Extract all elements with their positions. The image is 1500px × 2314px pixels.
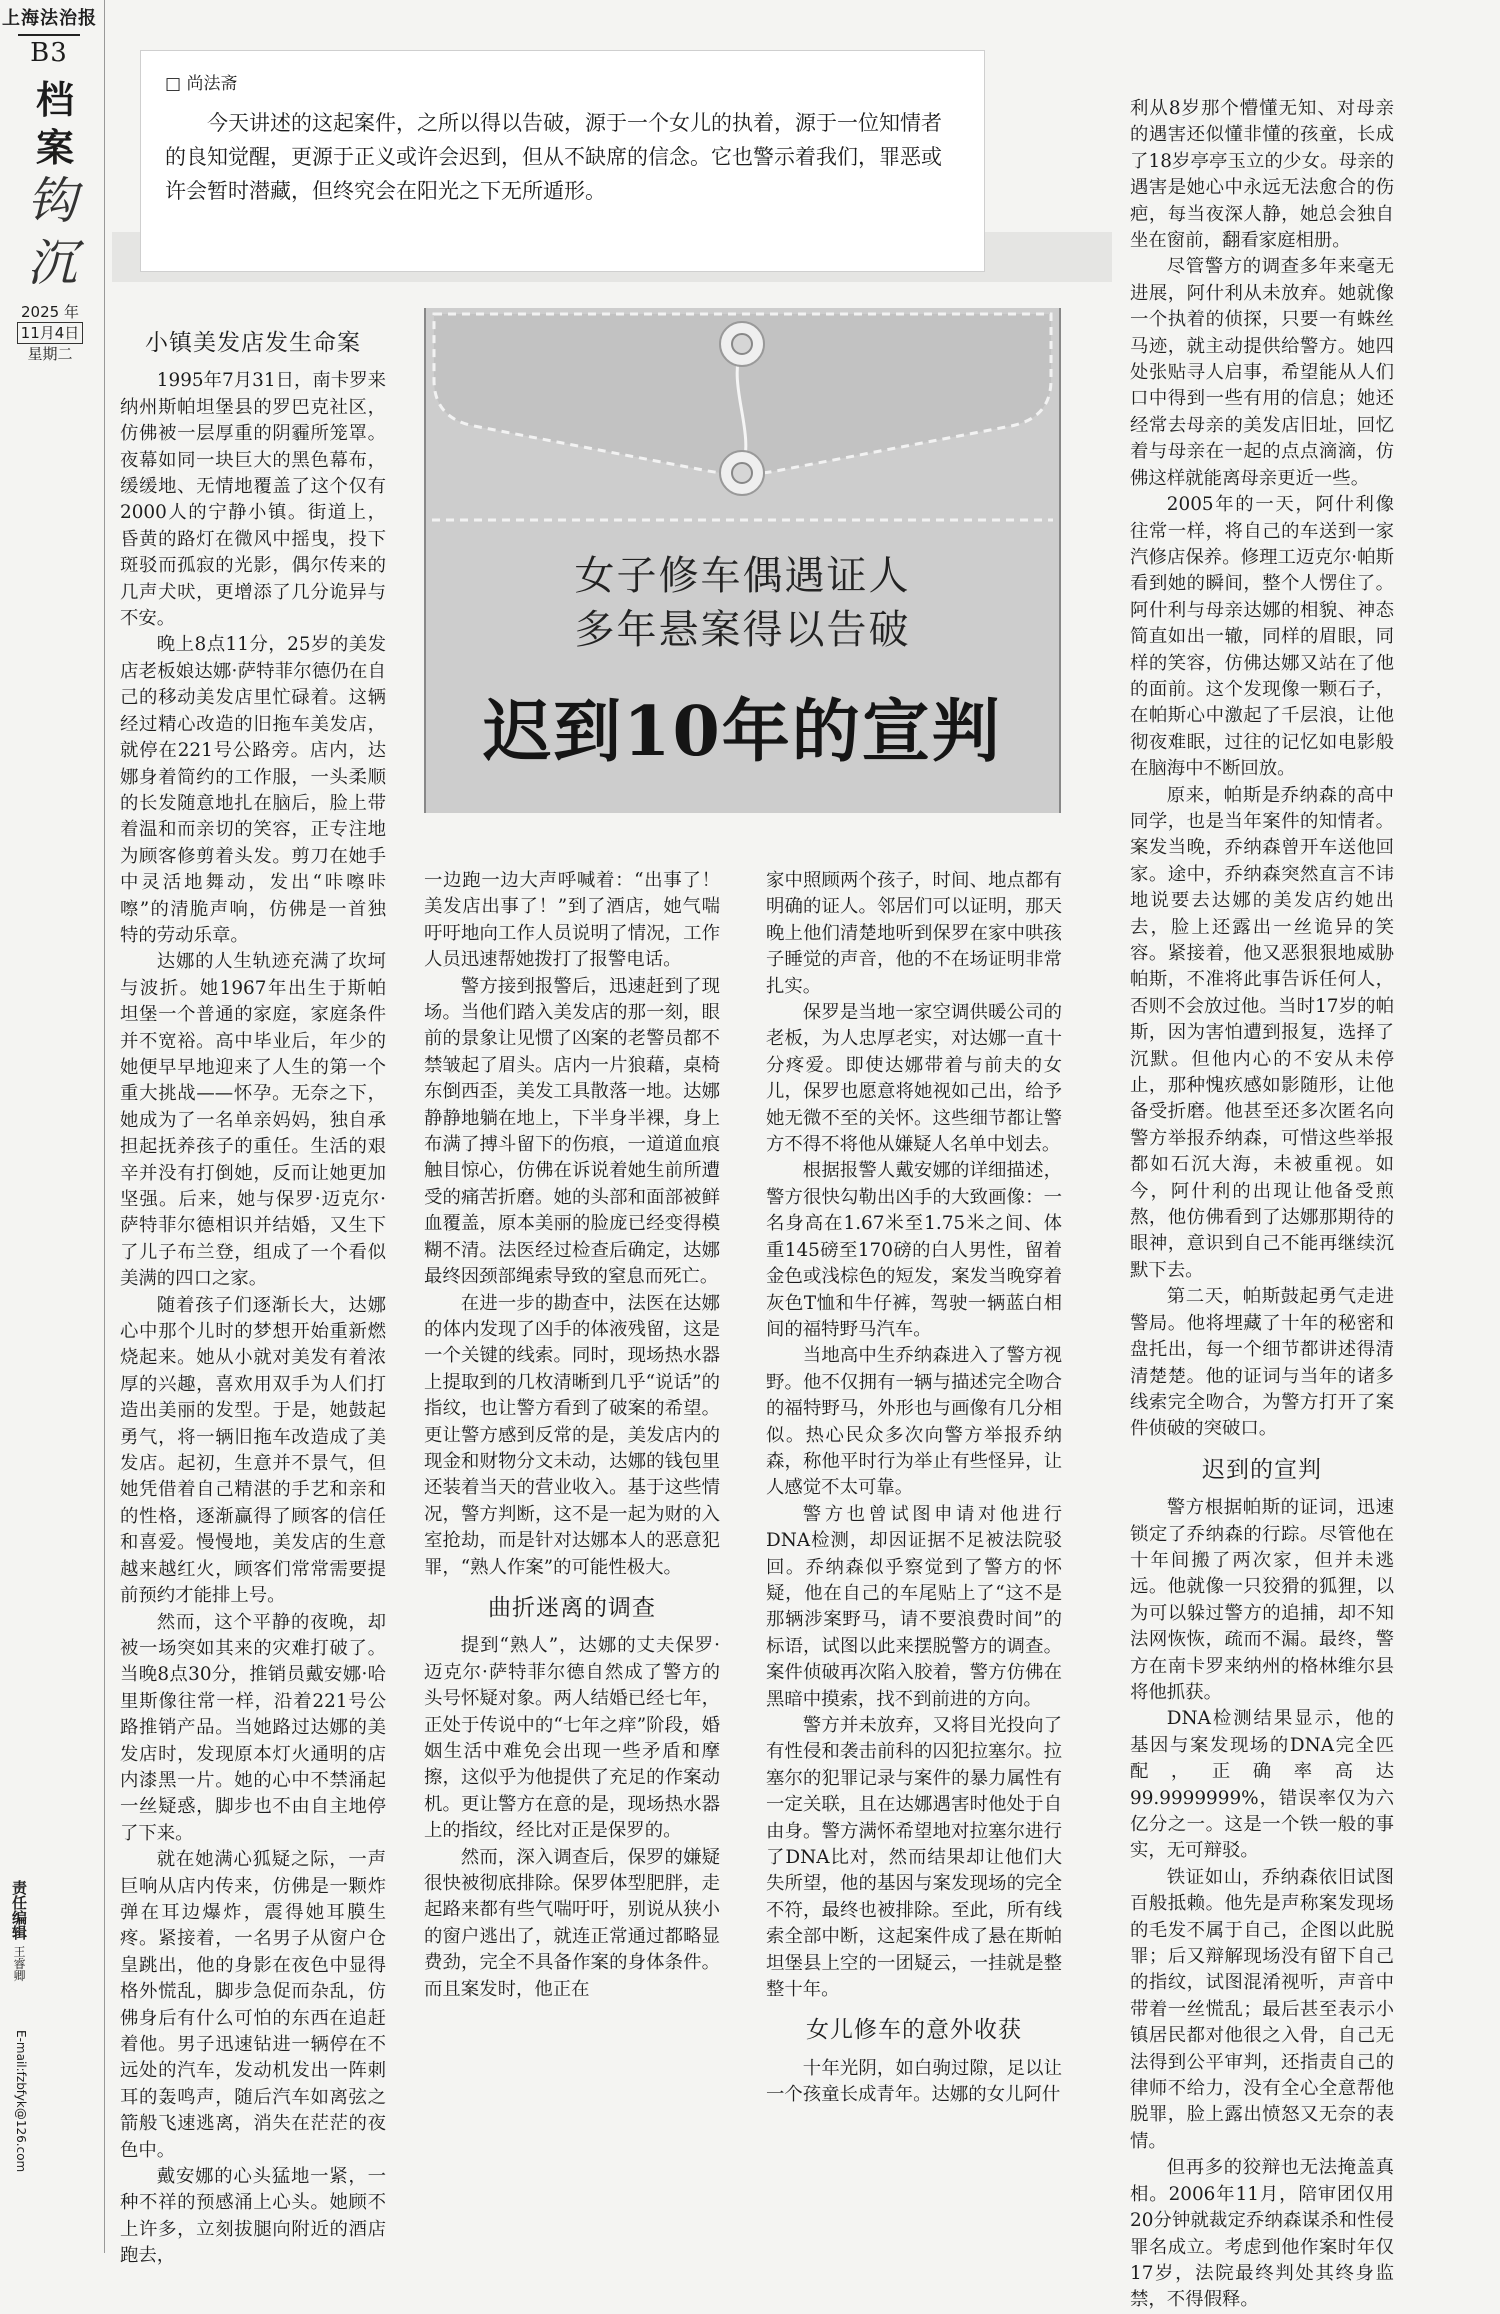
paragraph: 达娜的人生轨迹充满了坎坷与波折。她1967年出生于斯帕坦堡一个普通的家庭，家庭条件并不宽裕。高中毕业后，年少的她便早早地迎来了人生的第一个重大挑战——怀孕。无奈之下，她成为了一名单亲妈妈，独自承担起抚养孩子的重任。生活的艰辛并没有打倒她，反而让她更加坚强。后来，她与保罗·迈克尔·萨特菲尔德相识并结婚，又生下了儿子布兰登，组成了一个看似美满的四口之家。 xyxy=(120,951,386,1290)
intro-author: □ 尚法斋 xyxy=(165,74,238,94)
issue-year: 2025 年 xyxy=(21,303,79,321)
paragraph: 原来，帕斯是乔纳森的高中同学，也是当年案件的知情者。案发当晚，乔纳森曾开车送他回家。途中，乔纳森突然直言不讳地说要去达娜的美发店约她出去，脸上还露出一丝诡异的笑容。紧接着，他又恶狠狠地威胁帕斯，不准将此事告诉任何人，否则不会放过他。当时17岁的帕斯，因为害怕遭到报复，选择了沉默。但他内心的不安从未停止，那种愧疚感如影随形，让他备受折磨。他甚至还多次匿名向警方举报乔纳森，可惜这些举报都如石沉大海，未被重视。如今，阿什利的出现让他备受煎熬，他仿佛看到了达娜那期待的眼神，意识到自己不能再继续沉默下去。 xyxy=(1130,784,1394,1281)
intro-box xyxy=(140,50,985,272)
paragraph: 当地高中生乔纳森进入了警方视野。他不仅拥有一辆与描述完全吻合的福特野马，外形也与画像有几分相似。热心民众多次向警方举报乔纳森，称他平时行为举止有些怪异，让人感觉不太可靠。 xyxy=(766,1345,1062,1499)
issue-date-block xyxy=(10,302,90,364)
paragraph: 随着孩子们逐渐长大，达娜心中那个儿时的梦想开始重新燃烧起来。她从小就对美发有着浓厚的兴趣，喜欢用双手为人们打造出美丽的发型。于是，她鼓起勇气，将一辆旧拖车改造成了美发店。起初，生意并不景气，但她凭借着自己精湛的手艺和亲和的性格，逐渐赢得了顾客的信任和喜爱。慢慢地，美发店的生意越来越红火，顾客们常常需要提前预约才能排上号。 xyxy=(120,1294,386,1607)
editor-name: 王睿卿 xyxy=(12,1945,26,1982)
paragraph: 晚上8点11分，25岁的美发店老板娘达娜·萨特菲尔德仍在自己的移动美发店里忙碌着。这辆经过精心改造的旧拖车美发店，就停在221号公路旁。店内，达娜身着简约的工作服，一头柔顺的长发随意地扎在脑后，脸上带着温和而亲切的笑容，正专注地为顾客修剪着头发。剪刀在她手中灵活地舞动，发出“咔嚓咔嚓”的清脆声响，仿佛是一首独特的劳动乐章。 xyxy=(120,634,386,946)
paragraph: 第二天，帕斯鼓起勇气走进警局。他将埋藏了十年的秘密和盘托出，每一个细节都讲述得清清楚楚。他的证词与当年的诸多线索完全吻合，为警方打开了案件侦破的突破口。 xyxy=(1130,1286,1394,1440)
paragraph: 戴安娜的心头猛地一紧，一种不祥的预感涌上心头。她顾不上许多，立刻拔腿向附近的酒店跑去， xyxy=(120,2166,386,2267)
paragraph: 警方根据帕斯的证词，迅速锁定了乔纳森的行踪。尽管他在十年间搬了两次家，但并未逃远。他就像一只狡猾的狐狸，以为可以躲过警方的追捕，却不知法网恢恢，疏而不漏。最终，警方在南卡罗来纳州的格林维尔县将他抓获。 xyxy=(1130,1497,1394,1703)
paragraph: 就在她满心狐疑之际，一声巨响从店内传来，仿佛是一颗炸弹在耳边爆炸，震得她耳膜生疼。紧接着，一名男子从窗户仓皇跳出，他的身影在夜色中显得格外慌乱，脚步急促而杂乱，仿佛身后有什么可怕的东西在追赶着他。男子迅速钻进一辆停在不远处的汽车，发动机发出一阵刺耳的轰鸣声，随后汽车如离弦之箭般飞速逃离，消失在茫茫的夜色中。 xyxy=(120,1849,386,2161)
intro-text: 今天讲述的这起案件，之所以得以告破，源于一个女儿的执着，源于一位知情者的良知觉醒，更源于正义或许会迟到，但从不缺席的信念。它也警示着我们，罪恶或许会暂时潜藏，但终究会在阳光之下无所遁形。 xyxy=(165,111,942,203)
article-column-4 xyxy=(1130,96,1394,2314)
paragraph: 在进一步的勘查中，法医在达娜的体内发现了凶手的体液残留，这是一个关键的线索。同时，现场热水器上提取到的几枚清晰到几乎“说话”的指纹，也让警方看到了破案的希望。更让警方感到反常的是，美发店内的现金和财物分文未动，达娜的钱包里还装着当天的营业收入。基于这些情况，警方判断，这不是一起为财的入室抢劫，而是针对达娜本人的恶意犯罪，“熟人作案”的可能性极大。 xyxy=(424,1292,720,1578)
editor-credit xyxy=(4,1880,30,1981)
paragraph: 十年光阴，如白驹过隙，足以让一个孩童长成青年。达娜的女儿阿什 xyxy=(766,2057,1062,2106)
paragraph: 警方并未放弃，又将目光投向了有性侵和袭击前科的囚犯拉塞尔。拉塞尔的犯罪记录与案件的暴力属性有一定关联，且在达娜遇害时他处于自由身。警方满怀希望地对拉塞尔进行了DNA比对，然而结果却让他们大失所望，他的基因与案发现场的完全不符，最终也被排除。至此，所有线索全部中断，这起案件成了悬在斯帕坦堡县上空的一团疑云，一挂就是整整十年。 xyxy=(766,1715,1062,2001)
headline-subtitle-2: 多年悬案得以告破 xyxy=(574,607,911,653)
headline-subtitle-1: 女子修车偶遇证人 xyxy=(574,553,911,599)
paragraph: 但再多的狡辩也无法掩盖真相。2006年11月，陪审团仅用20分钟就裁定乔纳森谋杀和性侵罪名成立。考虑到他作案时年仅17岁，法院最终判处其终身监禁，不得假释。 xyxy=(1130,2157,1394,2311)
article-column-1 xyxy=(120,330,386,2270)
paragraph: 然而，这个平静的夜晚，却被一场突如其来的灾难打破了。当晚8点30分，推销员戴安娜·哈里斯像往常一样，沿着221号公路推销产品。当她路过达娜的美发店时，发现原本灯火通明的店内漆黑一片。她的心中不禁涌起一丝疑惑，脚步也不由自主地停了下来。 xyxy=(120,1611,386,1844)
paragraph: 利从8岁那个懵懂无知、对母亲的遇害还似懂非懂的孩童，长成了18岁亭亭玉立的少女。母亲的遇害是她心中永远无法愈合的伤疤，每当夜深人静，她总会独自坐在窗前，翻看家庭相册。 xyxy=(1130,98,1394,252)
paragraph: 2005年的一天，阿什利像往常一样，将自己的车送到一家汽修店保养。修理工迈克尔·帕斯看到她的瞬间，整个人愣住了。阿什利与母亲达娜的相貌、神态简直如出一辙，同样的眉眼，同样的笑容，仿佛达娜又站在了他的面前。这个发现像一颗石子，在帕斯心中激起了千层浪，让他彻夜难眠，过往的记忆如电影般在脑海中不断回放。 xyxy=(1130,494,1394,780)
headline-title: 迟到10年的宣判 xyxy=(483,692,1002,772)
rail-divider xyxy=(104,0,105,2253)
article-column-2 xyxy=(424,868,720,2003)
paragraph: 铁证如山，乔纳森依旧试图百般抵赖。他先是声称案发现场的毛发不属于自己，企图以此脱罪；后又辩解现场没有留下自己的指纹，试图混淆视听，声音中带着一丝慌乱；最后甚至表示小镇居民都对他很之入骨，自己无法得到公平审判，还指责自己的律师不给力，没有全心全意帮他脱罪，脸上露出愤怒又无奈的表情。 xyxy=(1130,1866,1394,2152)
paragraph: 警方接到报警后，迅速赶到了现场。当他们踏入美发店的那一刻，眼前的景象让见惯了凶案的老警员都不禁皱起了眉头。店内一片狼藉，桌椅东倒西歪，美发工具散落一地。达娜静静地躺在地上，下半身半裸，身上布满了搏斗留下的伤痕，一道道血痕触目惊心，仿佛在诉说着她生前所遭受的痛苦折磨。她的头部和面部被鲜血覆盖，原本美丽的脸庞已经变得模糊不清。法医经过检查后确定，达娜最终因颈部绳索导致的窒息而死亡。 xyxy=(424,975,720,1288)
paragraph: 家中照顾两个孩子，时间、地点都有明确的证人。邻居们可以证明，那天晚上他们清楚地听到保罗在家中哄孩子睡觉的声音，他的不在场证明非常扎实。 xyxy=(766,870,1062,997)
issue-weekday: 星期二 xyxy=(27,345,73,363)
column-title-calligraphy: 钩沉 xyxy=(27,172,77,292)
editor-label: 责任编辑 xyxy=(10,1880,28,1940)
paragraph: 根据报警人戴安娜的详细描述，警方很快勾勒出凶手的大致画像：一名身高在1.67米至1.75米之间、体重145磅至170磅的白人男性，留着金色或浅棕色的短发，案发当晚穿着灰色T恤和牛仔裤，驾驶一辆蓝白相间的福特野马汽车。 xyxy=(766,1160,1062,1340)
editor-email: E-mail:fzbfyk@126.com xyxy=(14,2030,28,2173)
masthead: 上海法治报 xyxy=(2,8,97,29)
paragraph: 然而，深入调查后，保罗的嫌疑很快被彻底排除。保罗体型肥胖，走起路来都有些气喘吁吁，别说从狭小的窗户逃出了，就连正常通过都略显费劲，完全不具备作案的身体条件。而且案发时，他正在 xyxy=(424,1846,720,2000)
paragraph: DNA检测结果显示，他的基因与案发现场的DNA完全匹配，正确率高达99.9999999%，错误率仅为六亿分之一。这是一个铁一般的事实，无可辩驳。 xyxy=(1130,1708,1394,1862)
paragraph: 保罗是当地一家空调供暖公司的老板，为人忠厚老实，对达娜一直十分疼爱。即使达娜带着与前夫的女儿，保罗也愿意将她视如己出，给予她无微不至的关怀。这些细节都让警方不得不将他从嫌疑人名单中划去。 xyxy=(766,1002,1062,1156)
paragraph: 提到“熟人”，达娜的丈夫保罗·迈克尔·萨特菲尔德自然成了警方的头号怀疑对象。两人结婚已经七年，正处于传说中的“七年之痒”阶段，婚姻生活中难免会出现一些矛盾和摩擦，这似乎为他提供了充足的作案动机。更让警方在意的是，现场热水器上的指纹，经比对正是保罗的。 xyxy=(424,1635,720,1842)
page-number: B3 xyxy=(18,34,80,70)
article-column-3 xyxy=(766,868,1062,2109)
section-heading: 迟到的宣判 xyxy=(1202,1456,1322,1483)
section-heading: 女儿修车的意外收获 xyxy=(806,2017,1022,2044)
paragraph: 一边跑一边大声呼喊着：“出事了！美发店出事了！”到了酒店，她气喘吁吁地向工作人员说明了情况，工作人员迅速帮她拨打了报警电话。 xyxy=(424,870,720,971)
issue-date: 11月4日 xyxy=(17,322,84,344)
paragraph: 1995年7月31日，南卡罗来纳州斯帕坦堡县的罗巴克社区，仿佛被一层厚重的阴霾所笼罩。夜幕如同一块巨大的黑色幕布，缓缓地、无情地覆盖了这个仅有2000人的宁静小镇。街道上，昏黄的路灯在微风中摇曳，投下斑驳而孤寂的光影，偶尔传来的几声犬吠，更增添了几分诡异与不安。 xyxy=(120,370,386,630)
headline-envelope xyxy=(424,308,1061,813)
paragraph: 尽管警方的调查多年来毫无进展，阿什利从未放弃。她就像一个执着的侦探，只要一有蛛丝马迹，就主动提供给警方。她四处张贴寻人启事，希望能从人们口中得到一些有用的信息；她还经常去母亲的美发店旧址，回忆着与母亲在一起的点点滴滴，仿佛这样就能离母亲更近一些。 xyxy=(1130,256,1394,489)
paragraph: 警方也曾试图申请对他进行DNA检测，却因证据不足被法院驳回。乔纳森似乎察觉到了警方的怀疑，他在自己的车尾贴上了“这不是那辆涉案野马，请不要浪费时间”的标语，试图以此来摆脱警方的调查。案件侦破再次陷入胶着，警方仿佛在黑暗中摸索，找不到前进的方向。 xyxy=(766,1503,1062,1710)
section-heading: 曲折迷离的调查 xyxy=(488,1594,656,1621)
column-title: 档案 xyxy=(35,77,74,170)
section-heading: 小镇美发店发生命案 xyxy=(145,330,361,356)
